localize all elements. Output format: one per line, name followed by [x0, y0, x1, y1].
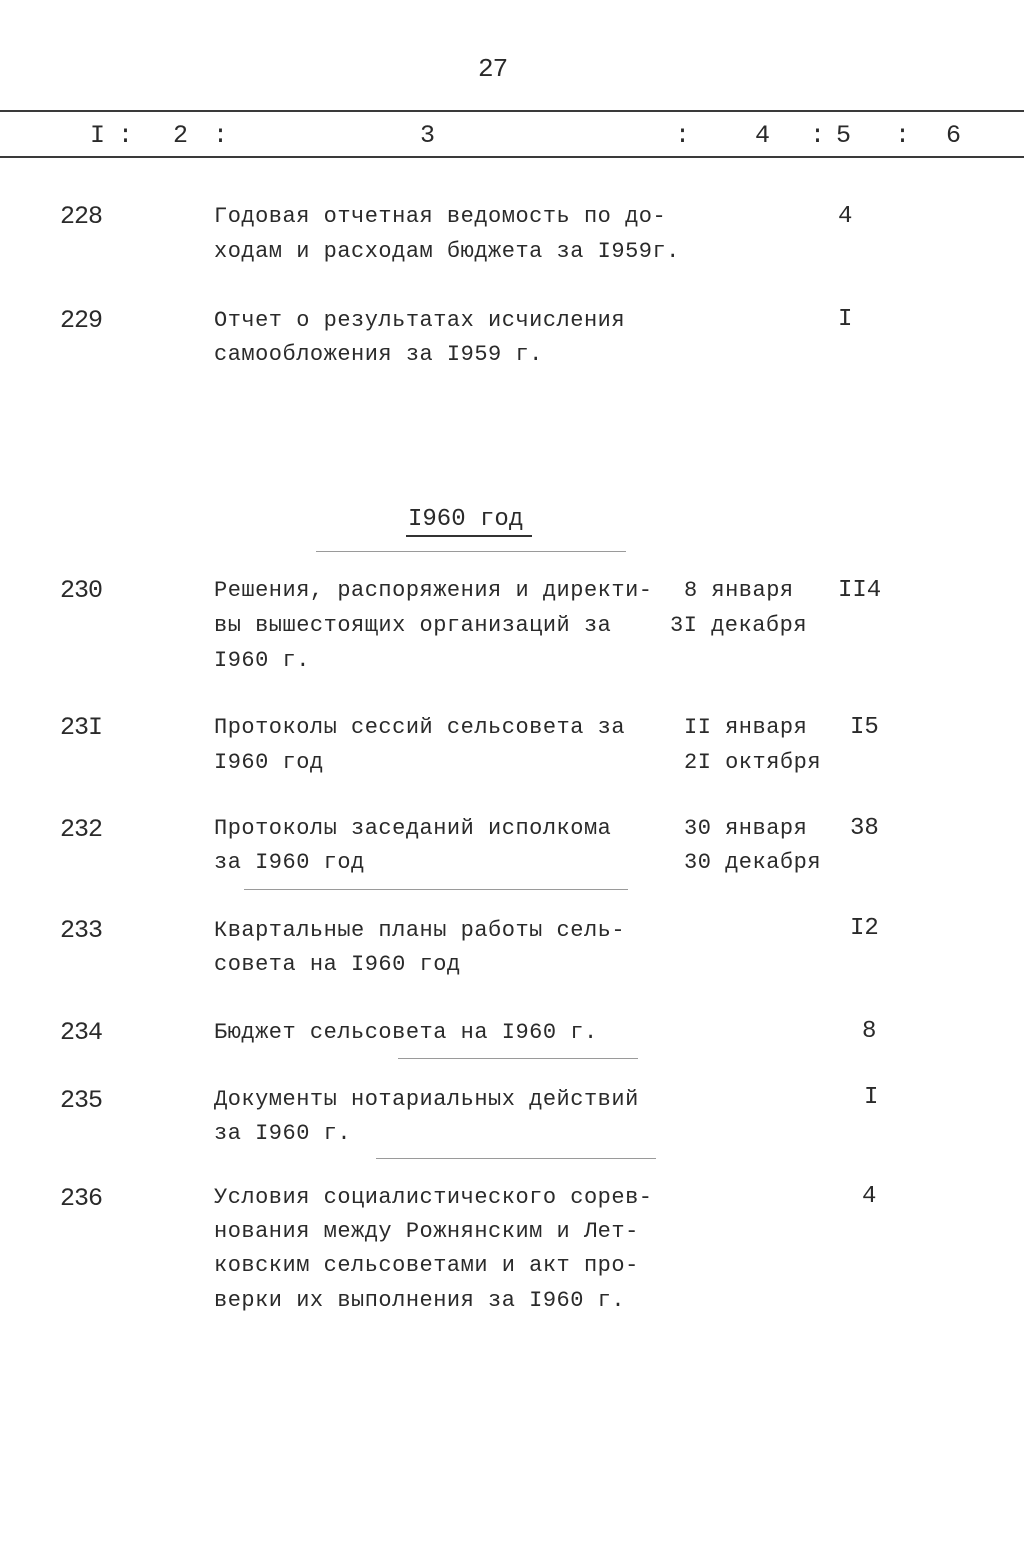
- entry-number: 230: [60, 576, 103, 605]
- entry-page-count: 4: [838, 203, 853, 230]
- entry-title-line: Отчет о результатах исчисления: [214, 308, 626, 333]
- entry-number: 228: [60, 202, 103, 231]
- entry-title-line: верки их выполнения за I960 г.: [214, 1288, 626, 1313]
- entry-date-end: 3I декабря: [670, 613, 808, 638]
- section-heading-1960: I960 год: [408, 506, 524, 533]
- entry-date-end: 2I октября: [684, 750, 822, 775]
- column-separator: :: [895, 121, 911, 150]
- entry-title-line: самообложения за I959 г.: [214, 342, 543, 367]
- column-header-4: 4: [755, 121, 771, 150]
- column-header-5: 5: [836, 121, 852, 150]
- page-number: 27: [478, 54, 508, 84]
- entry-number: 232: [60, 815, 103, 844]
- entry-title-line: за I960 год: [214, 850, 365, 875]
- entry-page-count: II4: [838, 577, 882, 604]
- entry-title-line: ковским сельсоветами и акт про-: [214, 1253, 639, 1278]
- entry-title-line: совета на I960 год: [214, 952, 461, 977]
- entry-page-count: 8: [862, 1018, 877, 1045]
- entry-date-start: II января: [684, 715, 808, 740]
- entry-title-line: Документы нотариальных действий: [214, 1087, 639, 1112]
- entry-number: 229: [60, 306, 103, 335]
- column-separator: :: [675, 121, 691, 150]
- entry-number: 233: [60, 916, 103, 945]
- entry-date-end: 30 декабря: [684, 850, 822, 875]
- header-rule-top: [0, 110, 1024, 112]
- section-heading-underline: [406, 535, 532, 537]
- entry-page-count: I: [838, 306, 853, 333]
- entry-number: 236: [60, 1184, 103, 1213]
- entry-title-line: Решения, распоряжения и директи-: [214, 578, 653, 603]
- entry-number: 235: [60, 1086, 103, 1115]
- entry-number: 234: [60, 1018, 103, 1047]
- entry-title-line: I960 г.: [214, 648, 310, 673]
- entry-date-start: 8 января: [684, 578, 794, 603]
- entry-number: 23I: [60, 713, 103, 742]
- header-rule-bottom: [0, 156, 1024, 158]
- scan-speck: [244, 889, 628, 890]
- entry-title-line: Бюджет сельсовета на I960 г.: [214, 1020, 598, 1045]
- entry-title-line: Годовая отчетная ведомость по до-: [214, 204, 667, 229]
- scan-speck: [398, 1058, 638, 1059]
- scan-speck: [376, 1158, 656, 1159]
- entry-title-line: нования между Рожнянским и Лет-: [214, 1219, 639, 1244]
- entry-page-count: I5: [850, 714, 879, 741]
- column-header-6: 6: [946, 121, 962, 150]
- entry-page-count: I2: [850, 915, 879, 942]
- column-header-3: 3: [420, 121, 436, 150]
- entry-title-line: Условия социалистического сорев-: [214, 1185, 653, 1210]
- column-separator: :: [810, 121, 826, 150]
- entry-title-line: за I960 г.: [214, 1121, 352, 1146]
- entry-title-line: ходам и расходам бюджета за I959г.: [214, 239, 680, 264]
- entry-title-line: Протоколы сессий сельсовета за: [214, 715, 626, 740]
- entry-page-count: I: [864, 1084, 879, 1111]
- entry-title-line: Квартальные планы работы сель-: [214, 918, 626, 943]
- column-separator: :: [118, 121, 134, 150]
- entry-date-start: 30 января: [684, 816, 808, 841]
- scan-speck: [316, 551, 626, 552]
- entry-page-count: 4: [862, 1183, 877, 1210]
- column-separator: :: [213, 121, 229, 150]
- entry-title-line: вы вышестоящих организаций за: [214, 613, 612, 638]
- entry-title-line: I960 год: [214, 750, 324, 775]
- entry-title-line: Протоколы заседаний исполкома: [214, 816, 612, 841]
- column-header-2: 2: [173, 121, 189, 150]
- column-header-1: I: [90, 121, 106, 150]
- entry-page-count: 38: [850, 815, 879, 842]
